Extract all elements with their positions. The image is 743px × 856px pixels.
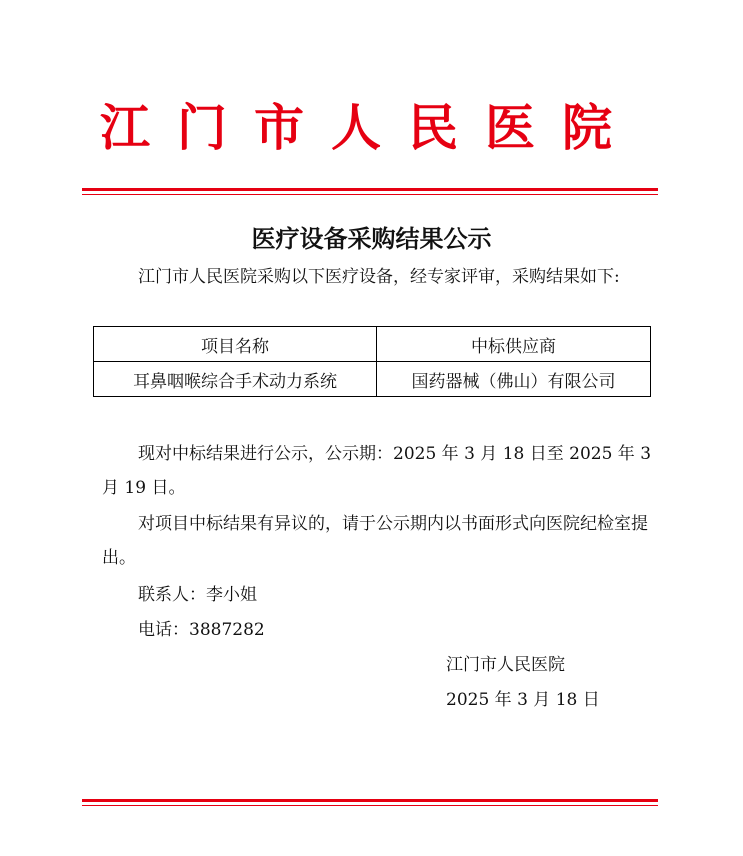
letterhead-rule-thin [82,194,658,195]
contact-person: 联系人：李小姐 [138,585,257,605]
header-project-name: 项目名称 [94,327,377,362]
result-table [93,326,651,397]
intro-paragraph: 江门市人民医院采购以下医疗设备，经专家评审，采购结果如下: [138,267,620,287]
objection-paragraph: 对项目中标结果有异议的，请于公示期内以书面形式向医院纪检室提出。 [102,514,648,568]
table-row [94,362,651,397]
signature-date: 2025 年 3 月 18 日 [446,690,600,710]
contact-phone: 电话：3887282 [138,620,265,640]
table-header-row [94,327,651,362]
letterhead-rule-thick [82,188,658,191]
letterhead-org-name: 江门市人民医院 [100,98,639,157]
notice-paragraph: 现对中标结果进行公示，公示期：2025 年 3 月 18 日至 2025 年 3 月 19 日。 [102,444,652,498]
header-winning-supplier: 中标供应商 [377,327,651,362]
footer-rule-thick [82,799,658,802]
cell-winning-supplier: 国药器械（佛山）有限公司 [377,362,651,397]
document-title: 医疗设备采购结果公示 [251,224,492,253]
cell-project-name: 耳鼻咽喉综合手术动力系统 [94,362,377,397]
footer-rule-thin [82,805,658,806]
signature-org: 江门市人民医院 [446,655,565,675]
